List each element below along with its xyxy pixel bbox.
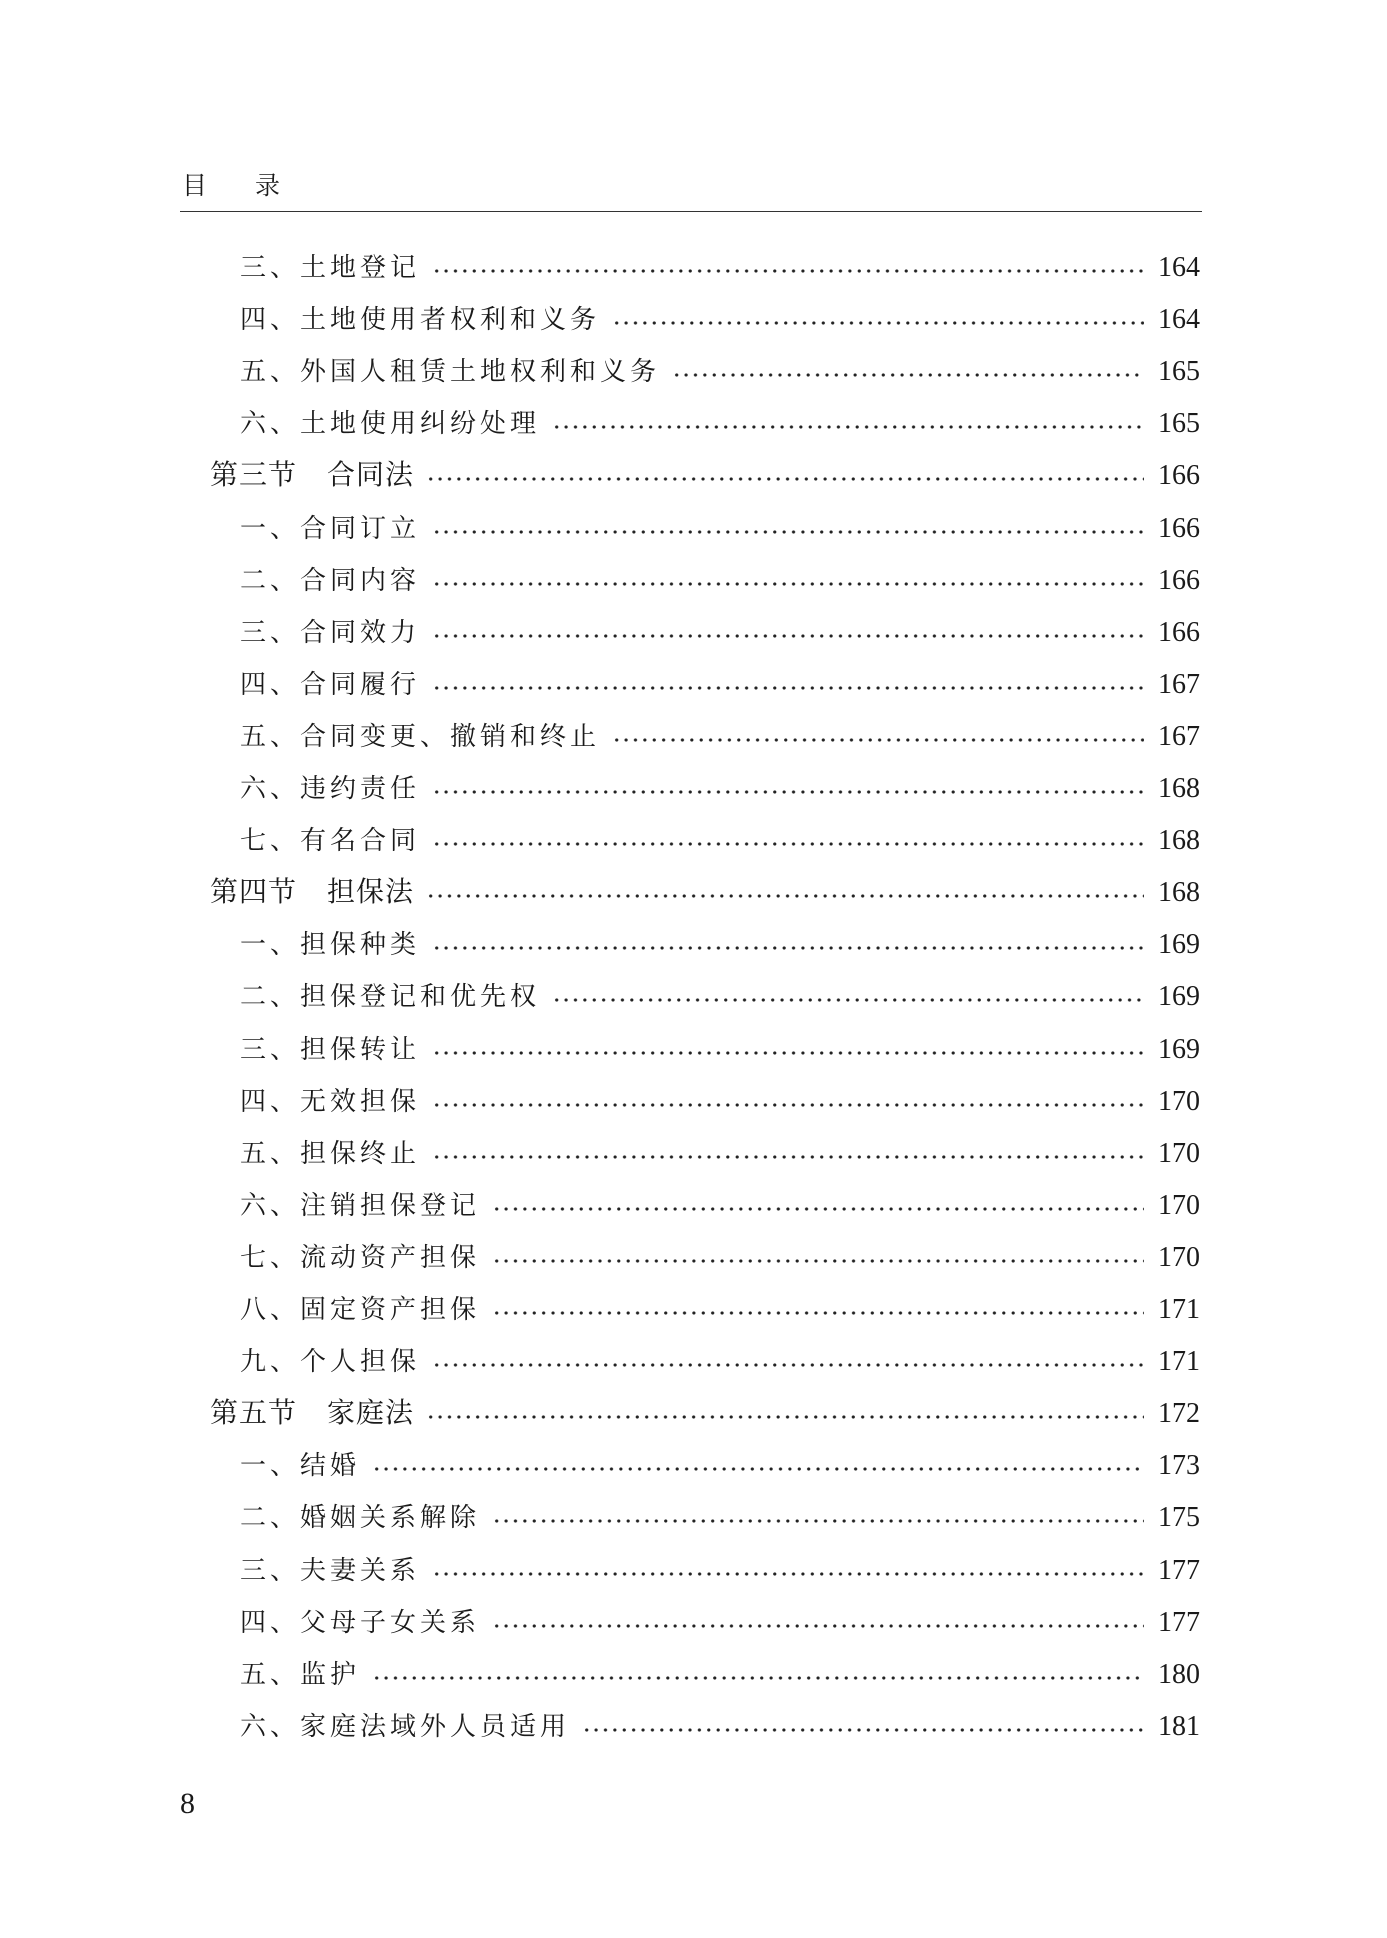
toc-page-number: 171 <box>1158 1294 1200 1325</box>
toc-page-number: 167 <box>1158 669 1200 700</box>
toc-entry-title: 五、合同变更、撤销和终止 <box>240 722 601 752</box>
toc-dot-leader <box>432 1363 1144 1367</box>
toc-section-label: 第四节 <box>210 877 298 908</box>
toc-entry-title: 六、土地使用纠纷处理 <box>240 409 541 439</box>
toc-page-number: 164 <box>1158 304 1200 335</box>
toc-section-entry <box>210 456 1200 496</box>
toc-entry-title: 七、流动资产担保 <box>240 1243 481 1273</box>
toc-entry <box>240 1707 1200 1747</box>
toc-entry <box>240 1030 1200 1070</box>
toc-entry-title: 七、有名合同 <box>240 826 421 856</box>
toc-dot-leader <box>552 425 1144 429</box>
toc-page-number: 165 <box>1158 356 1200 387</box>
toc-dot-leader <box>432 269 1144 273</box>
toc-dot-leader <box>612 738 1144 742</box>
toc-page-number: 169 <box>1158 1034 1200 1065</box>
toc-page-number: 167 <box>1158 721 1200 752</box>
toc-page-number: 171 <box>1158 1346 1200 1377</box>
toc-page-number: 164 <box>1158 252 1200 283</box>
toc-section-label: 第三节 <box>210 460 298 491</box>
toc-entry <box>240 1446 1200 1486</box>
toc-entry-title: 一、担保种类 <box>240 930 421 960</box>
toc-page-number: 168 <box>1158 825 1200 856</box>
toc-dot-leader <box>426 477 1144 481</box>
toc-entry <box>240 821 1200 861</box>
toc-page-number: 170 <box>1158 1138 1200 1169</box>
toc-page-number: 172 <box>1158 1398 1200 1429</box>
toc-section-entry <box>210 873 1200 913</box>
toc-dot-leader <box>432 1572 1144 1576</box>
toc-entry <box>240 1082 1200 1122</box>
toc-page-number: 168 <box>1158 773 1200 804</box>
toc-entry-title: 一、结婚 <box>240 1451 361 1481</box>
toc-entry <box>240 717 1200 757</box>
toc-page-number: 168 <box>1158 877 1200 908</box>
toc-entry-title: 六、家庭法域外人员适用 <box>240 1712 571 1742</box>
toc-dot-leader <box>582 1728 1144 1732</box>
toc-entry-title <box>210 873 420 913</box>
toc-section-title: 合同法 <box>327 460 415 491</box>
toc-dot-leader <box>492 1624 1144 1628</box>
toc-page-number: 166 <box>1158 460 1200 491</box>
toc-entry <box>240 1655 1200 1695</box>
toc-dot-leader <box>432 790 1144 794</box>
toc-entry-title: 三、夫妻关系 <box>240 1556 421 1586</box>
toc-page-number: 166 <box>1158 617 1200 648</box>
toc-entry <box>240 1238 1200 1278</box>
toc-dot-leader <box>432 842 1144 846</box>
toc-section-title: 家庭法 <box>327 1398 415 1429</box>
toc-entry <box>240 1134 1200 1174</box>
toc-page-number: 170 <box>1158 1242 1200 1273</box>
toc-entry-title: 二、担保登记和优先权 <box>240 982 541 1012</box>
toc-entry <box>240 769 1200 809</box>
toc-dot-leader <box>432 530 1144 534</box>
toc-section-entry <box>210 1394 1200 1434</box>
toc-entry-title: 五、担保终止 <box>240 1139 421 1169</box>
toc-entry <box>240 1551 1200 1591</box>
toc-page-number: 166 <box>1158 565 1200 596</box>
toc-dot-leader <box>492 1259 1144 1263</box>
toc-entry <box>240 300 1200 340</box>
toc-page-number: 170 <box>1158 1190 1200 1221</box>
toc-entry-title: 四、父母子女关系 <box>240 1608 481 1638</box>
toc-entry-title <box>210 456 420 496</box>
toc-entry <box>240 1290 1200 1330</box>
toc-entry <box>240 1603 1200 1643</box>
toc-dot-leader <box>432 1155 1144 1159</box>
toc-entry <box>240 1342 1200 1382</box>
toc-entry <box>240 509 1200 549</box>
toc-dot-leader <box>432 582 1144 586</box>
toc-entry-title: 九、个人担保 <box>240 1347 421 1377</box>
toc-entry <box>240 665 1200 705</box>
toc-entry <box>240 977 1200 1017</box>
toc-entry-title: 三、土地登记 <box>240 253 421 283</box>
toc-dot-leader <box>432 1103 1144 1107</box>
toc-entry-title: 四、无效担保 <box>240 1087 421 1117</box>
toc-entry-title: 六、违约责任 <box>240 774 421 804</box>
toc-dot-leader <box>552 998 1144 1002</box>
toc-page-number: 165 <box>1158 408 1200 439</box>
toc-entry-title: 二、婚姻关系解除 <box>240 1503 481 1533</box>
toc-page-number: 170 <box>1158 1086 1200 1117</box>
toc-entry-title: 四、土地使用者权利和义务 <box>240 305 601 335</box>
toc-entry-title: 五、外国人租赁土地权利和义务 <box>240 357 661 387</box>
page-number: 8 <box>180 1787 195 1820</box>
toc-entry <box>240 925 1200 965</box>
toc-page-number: 173 <box>1158 1450 1200 1481</box>
toc-entry-title: 一、合同订立 <box>240 514 421 544</box>
toc-entry-title: 三、合同效力 <box>240 618 421 648</box>
toc-entry <box>240 352 1200 392</box>
running-header <box>182 166 280 202</box>
toc-page-number: 166 <box>1158 513 1200 544</box>
toc-entry-title: 五、监护 <box>240 1660 361 1690</box>
toc-page-number: 177 <box>1158 1607 1200 1638</box>
toc-entry <box>240 248 1200 288</box>
toc-entry-title <box>210 1394 420 1434</box>
toc-page-number: 181 <box>1158 1711 1200 1742</box>
toc-entry <box>240 1498 1200 1538</box>
running-header-part2: 录 <box>255 171 281 200</box>
toc-page-number: 180 <box>1158 1659 1200 1690</box>
toc-page-number: 169 <box>1158 929 1200 960</box>
toc-entry <box>240 1186 1200 1226</box>
toc-entry <box>240 561 1200 601</box>
toc-dot-leader <box>672 373 1144 377</box>
toc-dot-leader <box>492 1519 1144 1523</box>
toc-entry-title: 二、合同内容 <box>240 566 421 596</box>
toc-page-number: 177 <box>1158 1555 1200 1586</box>
toc-dot-leader <box>492 1207 1144 1211</box>
toc-dot-leader <box>432 686 1144 690</box>
toc-dot-leader <box>432 634 1144 638</box>
toc-page-number: 169 <box>1158 981 1200 1012</box>
toc-page-number: 175 <box>1158 1502 1200 1533</box>
toc-dot-leader <box>432 1051 1144 1055</box>
toc-section-label: 第五节 <box>210 1398 298 1429</box>
header-divider <box>180 211 1202 212</box>
toc-dot-leader <box>612 321 1144 325</box>
toc-entry-title: 三、担保转让 <box>240 1035 421 1065</box>
toc-dot-leader <box>432 946 1144 950</box>
toc-entry-title: 六、注销担保登记 <box>240 1191 481 1221</box>
toc-entry-title: 八、固定资产担保 <box>240 1295 481 1325</box>
toc-dot-leader <box>426 1415 1144 1419</box>
toc-entry <box>240 404 1200 444</box>
toc-dot-leader <box>372 1467 1144 1471</box>
toc-entry-title: 四、合同履行 <box>240 670 421 700</box>
toc-section-title: 担保法 <box>327 877 415 908</box>
toc-entry <box>240 613 1200 653</box>
toc-dot-leader <box>426 894 1144 898</box>
toc-dot-leader <box>372 1676 1144 1680</box>
toc-dot-leader <box>492 1311 1144 1315</box>
running-header-part1: 目 <box>182 171 208 200</box>
